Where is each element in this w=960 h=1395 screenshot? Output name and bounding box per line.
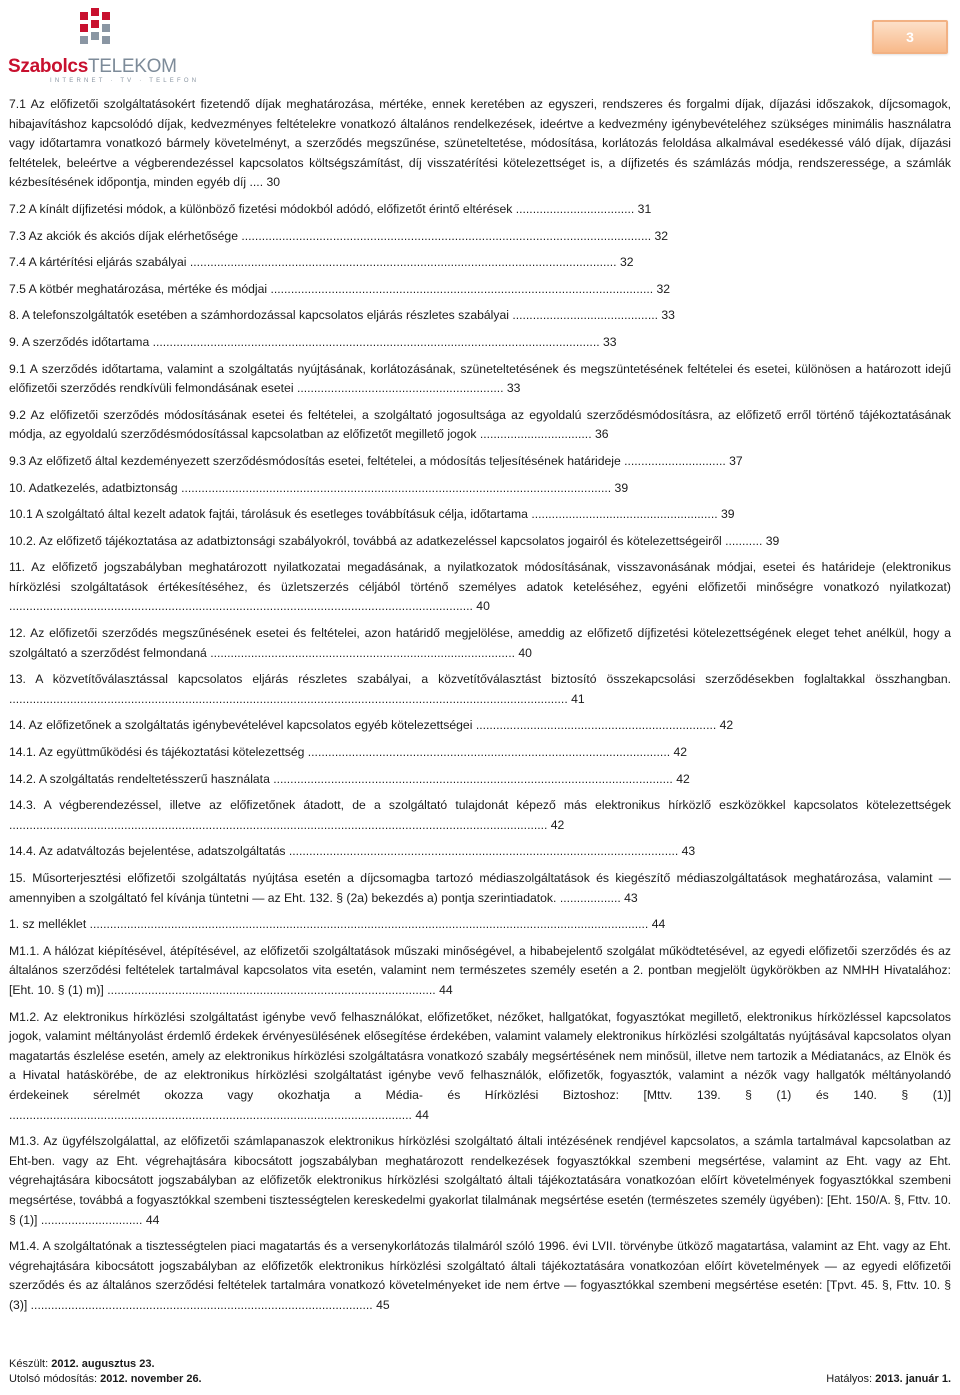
toc-entry-title: 14.2. A szolgáltatás rendeltetésszerű használata <box>9 771 270 786</box>
toc-entry-title: M1.2. Az elektronikus hírközlési szolgáltatást igénybe vevő felhasználókat, előfizetőket, nézőket, hallgatókat, fogyasztókat megillető, elektronikus hírközléssel kapcsolatos jogok, valamint méltányolást érdemlő érdekek érvényesülésének elősegítése érdekében, valamint valamely elektronikus hírközlési szolgáltatás nyújtásával kapcsolatos olyan magatartás észlelése esetén, amely az elektronikus hírközlési szolgáltatásra vonatkozó szabály megsértésének nem minősül, illetve nem tartozik a Médiatanács, az Elnök és a Hivatal hatáskörébe, de az elektronikus hírközlési szolgáltatást igénybe vevő felhasználók, előfizetők, fogyasztók, valamint a nézők vagy hallgatók méltányolandó érdekeinek sérelmét okozza vagy okozhatja a Média- és Hírközlési Biztoshoz: [Mttv. 139. § (1) és 140. § (1)] <box>9 1009 951 1102</box>
toc-entry-title: M1.1. A hálózat kiépítésével, átépítésével, az előfizetői szolgáltatások műszaki minőségével, a hibabejelentő szolgálat működtetésével, az egyedi előfizetői szerződés és az általános szerződési feltételek tartalmával kapcsolatos vita esetén, valamint nem természetes személy esetén a 2. pontban megjelölt ügykörökben az NMHH Hivatalához: [Eht. 10. § (1) m)] <box>9 943 951 997</box>
toc-entry-leader: ......................................................................................................................... <box>241 228 652 243</box>
toc-entry[interactable] <box>9 406 951 445</box>
toc-entry-title: 12. Az előfizetői szerződés megszűnésének esetei és feltételei, azon határidő megjelölése, ameddig az előfizető díjfizetési kötelezettségének eleget tehet anélkül, hogy a szolgáltató a szerződést felmondaná <box>9 626 951 660</box>
toc-entry-leader: ..................................................................................................... <box>30 1297 373 1312</box>
toc-entry[interactable] <box>9 452 951 472</box>
toc-entry-leader: ................................... <box>515 201 635 216</box>
toc-entry[interactable] <box>9 505 951 525</box>
toc-entry[interactable] <box>9 360 951 399</box>
toc-entry[interactable] <box>9 716 951 736</box>
toc-entry[interactable] <box>9 95 951 193</box>
toc-entry-leader: ............................................................................................................................... <box>181 480 612 495</box>
toc-entry-page: 32 <box>654 228 669 243</box>
toc-entry[interactable] <box>9 743 951 763</box>
toc-entry[interactable] <box>9 1237 951 1315</box>
toc-entry-leader: .............................. <box>40 1212 143 1227</box>
toc-entry-page: 43 <box>624 890 638 905</box>
toc-entry-title: 10. Adatkezelés, adatbiztonság <box>9 480 178 495</box>
toc-entry-page: 33 <box>602 334 617 349</box>
toc-entry-leader: ....................................................................... <box>475 718 717 733</box>
toc-entry[interactable] <box>9 796 951 835</box>
toc-entry-page: 37 <box>729 453 743 468</box>
toc-entry[interactable] <box>9 253 951 273</box>
toc-entry-page: 41 <box>571 691 585 706</box>
toc-entry-title: 7.2 A kínált díjfizetési módok, a különböző fizetési módokból adódó, előfizetőt érintő eltérések <box>9 201 513 216</box>
toc-entry-leader: ........................................... <box>512 308 658 323</box>
toc-entry[interactable] <box>9 842 951 862</box>
toc-entry-leader: ......................................................................................................................................... <box>9 599 473 614</box>
toc-entry-title: M1.3. Az ügyfélszolgálattal, az előfizetői számlapanaszok elektronikus hírközlési szolgáltató általi intézésének rendjével kapcsolatos, a számla tartalmával kapcsolatban az Eht-ben. vagy az Eht. végrehajtására kibocsátott jogszabályban meghatározott rendelkezések fogyasztókkal szembeni megsértése, valamint az Eht. vagy az Eht. végrehajtására kibocsátott jogszabályban az előfizetők elektronikus hírközlési szolgáltató általi tájékoztatására vonatkozóan előírt követelmények fogyasztókkal szembeni megsértése, továbbá a fogyasztókkal szembeni tisztességtelen kereskedelmi gyakorlat tilalmának megsértése esetén (természetes személy ügyében): [Eht. 150/A. §, Fttv. 10. § (1)] <box>9 1134 951 1227</box>
table-of-contents <box>9 95 951 1315</box>
toc-entry-page: 44 <box>145 1212 160 1227</box>
toc-entry[interactable] <box>9 280 951 300</box>
toc-entry-title: 9. A szerződés időtartama <box>9 334 150 349</box>
toc-entry-title: 9.3 Az előfizető által kezdeményezett szerződésmódosítás esetei, feltételei, a módosítás teljesítésének határideje <box>9 453 621 468</box>
page-header <box>0 0 960 90</box>
toc-entry-title: 7.5 A kötbér meghatározása, mértéke és módjai <box>9 281 268 296</box>
toc-entry-page: 33 <box>661 308 675 323</box>
toc-entry-title: 9.2 Az előfizetői szerződés módosításának esetei és feltételei, a szolgáltató jogosultsága az egyoldalú szerződésmódosításra, az előfizető erről történő tájékoztatásának módja, az egyoldalú szerződésmódosítással kapcsolatban az előfizetőt megillető jogok <box>9 407 951 442</box>
toc-entry-page: 42 <box>676 771 690 786</box>
toc-entry-title: 7.3 Az akciók és akciós díjak elérhetősége <box>9 228 238 243</box>
modified-date: Utolsó módosítás: 2012. november 26. <box>9 1373 202 1385</box>
toc-entry-leader: .............................. <box>624 453 726 468</box>
toc-entry-leader: ....................................................... <box>531 507 718 522</box>
created-date: Készült: 2012. augusztus 23. <box>9 1358 155 1370</box>
toc-entry-title: 7.1 Az előfizetői szolgáltatásokért fizetendő díjak meghatározása, mértéke, ennek keretében az egyszeri, rendszeres és forgalmi díjak, díjazási időszakok, díjcsomagok, hibajavításhoz kapcsolódó díjak, kedvezményes feltételekre vonatkozó általános rendelkezések, ideértve a kedvezmény igénybevételéhez szükséges minimális használatra vagy időtartamra vonatkozó bármely követelményt, a szerződés megszűnése, szüneteltetése, módosítása, korlátozás feloldása alkalmával esedékessé váló díjak, díjazási feltételek, beleértve a végberendezéssel kapcsolatos költségszámítást, díj visszatérítési kötelezettséget is, a díjfizetés és számlázás módja, rendszeressége, a számlák kézbesítésének időpontja, minden egyéb díj <box>9 97 951 190</box>
toc-entry-page: 36 <box>594 427 609 442</box>
toc-entry[interactable] <box>9 558 951 617</box>
toc-entry-title: 14.3. A végberendezéssel, illetve az előfizetőnek átadott, de a szolgáltató tulajdonát képező más elektronikus hírközlő eszközökkel kapcsolatos kötelezettségek <box>9 798 951 813</box>
toc-entry[interactable] <box>9 1008 951 1126</box>
effective-date: Hatályos: 2013. január 1. <box>826 1373 951 1385</box>
toc-entry-leader: ................................. <box>479 427 592 442</box>
toc-entry-leader: ........................................................................................................... <box>307 745 671 760</box>
toc-entry[interactable] <box>9 770 951 790</box>
toc-entry-leader: .................................................................................................................................... <box>152 334 600 349</box>
toc-entry[interactable] <box>9 670 951 709</box>
toc-entry-leader: ................................................................................................................. <box>270 281 654 296</box>
toc-entry-leader: .......................................................................................... <box>210 645 515 660</box>
toc-entry-page: 42 <box>550 817 565 832</box>
toc-entry[interactable] <box>9 942 951 1001</box>
toc-entry-title: 15. Műsorterjesztési előfizetői szolgáltatás nyújtása esetén a díjcsomagba tartozó médiaszolgáltatások és kiegészítő médiaszolgáltatások meghatározása, valamint — amennyiben a szolgáltató fel kívánja tüntetni — az Eht. 132. § (2a) bekezdés a) pontja szerintiadatok. <box>9 871 951 905</box>
toc-entry-title: 10.1 A szolgáltató által kezelt adatok fajtái, tárolásuk és esetleges továbbításuk célja, időtartama <box>9 507 528 522</box>
logo-wordmark: SzabolcsTELEKOM <box>8 56 177 77</box>
page-number-badge: 3 <box>872 20 948 54</box>
toc-entry[interactable] <box>9 624 951 663</box>
toc-entry-page: 31 <box>637 201 652 216</box>
toc-entry-title: 8. A telefonszolgáltatók esetében a számhordozással kapcsolatos eljárás részletes szabályai <box>9 308 509 323</box>
toc-entry[interactable] <box>9 532 951 552</box>
toc-entry-page: 40 <box>476 599 490 614</box>
toc-entry[interactable] <box>9 200 951 220</box>
toc-entry-leader: ............................................................. <box>296 381 504 396</box>
toc-entry-leader: ................................................................................................. <box>107 982 436 997</box>
toc-entry-page: 40 <box>518 645 532 660</box>
toc-entry[interactable] <box>9 869 951 908</box>
toc-entry-page: 39 <box>720 507 735 522</box>
toc-entry-title: 13. A közvetítőválasztással kapcsolatos eljárás részletes szabályai, a közvetítőválasztást biztosító összekapcsolási szerződésekben foglaltakkal összhangban. <box>9 672 951 687</box>
toc-entry[interactable] <box>9 333 951 353</box>
logo-mark-icon <box>80 8 120 52</box>
toc-entry-title: M1.4. A szolgáltatónak a tisztességtelen piaci magatartás és a versenykorlátozás tilalmáról szóló 1996. évi LVII. törvénybe ütköző magatartása, valamint az Eht. vagy az Eht. végrehajtására kibocsátott jogszabályban az előfizetők elektronikus hírközlési szolgáltató általi tájékoztatására vonatkozóan előírt követelmények — az egyedi előfizetői szerződés és az általános szerződési feltételek tartalmára vonatkozó követelményeket ide nem értve — fogyasztókkal szembeni megsértése esetén: [Tpvt. 45. §, Fttv. 10. § (3)] <box>9 1239 951 1312</box>
toc-entry[interactable] <box>9 915 951 935</box>
toc-entry-page: 32 <box>656 281 671 296</box>
toc-entry-page: 33 <box>506 381 521 396</box>
toc-entry-title: 7.4 A kártérítési eljárás szabályai <box>9 255 187 270</box>
toc-entry-page: 43 <box>681 844 696 859</box>
toc-entry-title: 11. Az előfizető jogszabályban meghatározott nyilatkozatai megadásának, a nyilatkozatok módosításának, visszavonásának módjai, esetei és határideje (elektronikus hírközlési szolgáltatások értékesítéséhez, és üzletszerzés céljából történő személyes adatok keteléséhez, egyéni előfizetői minőségre vonatkozó nyilatkozat) <box>9 560 951 594</box>
toc-entry-page: 39 <box>765 533 780 548</box>
toc-entry-page: 44 <box>439 982 453 997</box>
toc-entry-leader: .... <box>249 175 264 190</box>
toc-entry-page: 42 <box>719 718 734 733</box>
toc-entry-leader: .................. <box>559 890 621 905</box>
toc-entry-title: 9.1 A szerződés időtartama, valamint a szolgáltatás nyújtásának, korlátozásának, szüneteltetésének és megszüntetésének feltételei és esetei, különösen a határozott idejű előfizetői szerződés rendkívüli felmondásának esetei <box>9 361 951 396</box>
toc-entry-leader: ..................................................................................................................................................................... <box>9 691 568 706</box>
toc-entry-page: 42 <box>673 745 688 760</box>
toc-entry-page: 32 <box>619 255 634 270</box>
toc-entry[interactable] <box>9 1132 951 1230</box>
toc-entry-page: 44 <box>415 1107 429 1122</box>
toc-entry-leader: ...................................................................................................................... <box>273 771 673 786</box>
toc-entry[interactable] <box>9 227 951 247</box>
toc-entry[interactable] <box>9 306 951 326</box>
toc-entry-leader: ....................................................................................................................... <box>9 1107 412 1122</box>
toc-entry-title: 14. Az előfizetőnek a szolgáltatás igénybevételével kapcsolatos egyéb kötelezettségei <box>9 718 473 733</box>
toc-entry-leader: ..................................................................................................................................................................... <box>89 917 649 932</box>
toc-entry-title: 14.4. Az adatváltozás bejelentése, adatszolgáltatás <box>9 844 286 859</box>
toc-entry-page: 45 <box>376 1297 390 1312</box>
toc-entry-leader: ................................................................................................................... <box>288 844 679 859</box>
toc-entry-leader: ............................................................................................................................................................... <box>9 817 548 832</box>
page-footer <box>9 1357 951 1387</box>
toc-entry-page: 39 <box>614 480 629 495</box>
toc-entry-page: 30 <box>266 175 281 190</box>
company-logo <box>8 8 200 84</box>
toc-entry[interactable] <box>9 479 951 499</box>
toc-entry-title: 10.2. Az előfizető tájékoztatása az adatbiztonsági szabályokról, továbbá az adatkezeléssel kapcsolatos jogairól és kötelezettségeiről <box>9 533 722 548</box>
toc-entry-title: 14.1. Az együttműködési és tájékoztatási kötelezettség <box>9 745 305 760</box>
toc-entry-title: 1. sz melléklet <box>9 917 87 932</box>
toc-entry-page: 44 <box>651 917 666 932</box>
toc-entry-leader: .............................................................................................................................. <box>189 255 617 270</box>
logo-tagline: INTERNET · TV · TELEFON <box>50 78 200 84</box>
toc-entry-leader: ........... <box>725 533 763 548</box>
